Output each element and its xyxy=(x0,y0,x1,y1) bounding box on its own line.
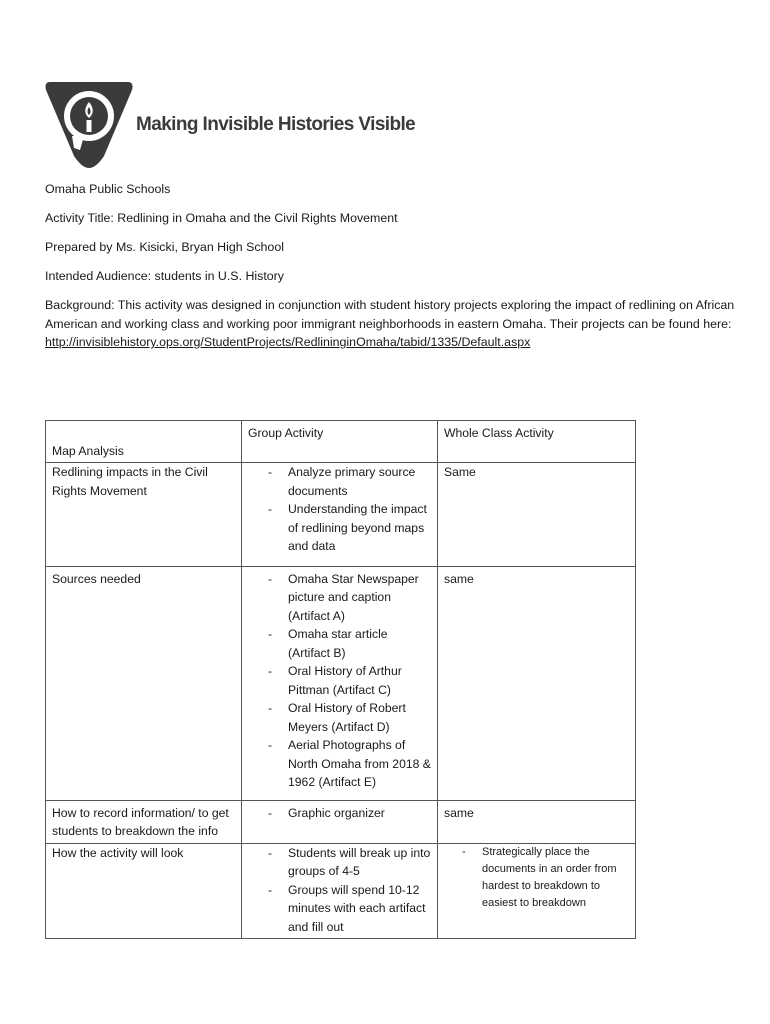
list-item: - Oral History of Robert Meyers (Artifact D) xyxy=(248,699,431,736)
list-item: - Omaha star article (Artifact B) xyxy=(248,625,431,662)
group-cell xyxy=(242,800,438,843)
list-item: - Understanding the impact of redlining beyond maps and data xyxy=(248,500,431,556)
group-cell xyxy=(242,843,438,939)
list-item: - Aerial Photographs of North Omaha from 2018 & 1962 (Artifact E) xyxy=(248,736,431,792)
row-label: How to record information/ to get students to breakdown the info xyxy=(46,800,242,843)
background-paragraph xyxy=(45,296,735,352)
table-row xyxy=(46,843,636,939)
header-whole-class-activity: Whole Class Activity xyxy=(438,421,636,463)
row-label: Sources needed xyxy=(46,566,242,800)
table-row xyxy=(46,463,636,567)
list-item: - Graphic organizer xyxy=(248,804,431,823)
header-map-analysis: Map Analysis xyxy=(46,421,242,463)
candle-in-shield-icon xyxy=(44,74,134,168)
background-text: Background: This activity was designed in conjunction with student history projects exploring the impact of redlining on African American and working class and working poor immigrant neighborhoods in eastern Omaha. Their projects can be found here: xyxy=(45,298,735,331)
list-item: - Omaha Star Newspaper picture and caption (Artifact A) xyxy=(248,570,431,626)
header-group-activity: Group Activity xyxy=(242,421,438,463)
whole-class-cell xyxy=(438,843,636,939)
list-item: - Analyze primary source documents xyxy=(248,463,431,500)
table-row xyxy=(46,800,636,843)
intended-audience: Intended Audience: students in U.S. History xyxy=(45,269,285,283)
row-label: Redlining impacts in the Civil Rights Movement xyxy=(46,463,242,567)
whole-class-cell: Same xyxy=(438,463,636,567)
list-item: - Students will break up into groups of 4-5 xyxy=(248,844,431,881)
list-item: - Oral History of Arthur Pittman (Artifact C) xyxy=(248,662,431,699)
table-row xyxy=(46,566,636,800)
group-cell xyxy=(242,463,438,567)
activity-title: Activity Title: Redlining in Omaha and the Civil Rights Movement xyxy=(45,211,398,225)
school-name: Omaha Public Schools xyxy=(45,182,171,196)
activity-table xyxy=(45,420,636,939)
list-item: - Strategically place the documents in an order from hardest to breakdown to easiest to breakdown xyxy=(444,844,629,913)
whole-class-cell: same xyxy=(438,566,636,800)
table-header-row xyxy=(46,421,636,463)
student-projects-link[interactable]: http://invisiblehistory.ops.org/StudentProjects/RedlininginOmaha/tabid/1335/Default.aspx xyxy=(45,335,531,349)
list-item: - Groups will spend 10-12 minutes with each artifact and fill out xyxy=(248,881,431,937)
row-label: How the activity will look xyxy=(46,843,242,939)
prepared-by: Prepared by Ms. Kisicki, Bryan High School xyxy=(45,240,284,254)
whole-class-cell: same xyxy=(438,800,636,843)
brand-title: Making Invisible Histories Visible xyxy=(136,114,416,135)
group-cell xyxy=(242,566,438,800)
